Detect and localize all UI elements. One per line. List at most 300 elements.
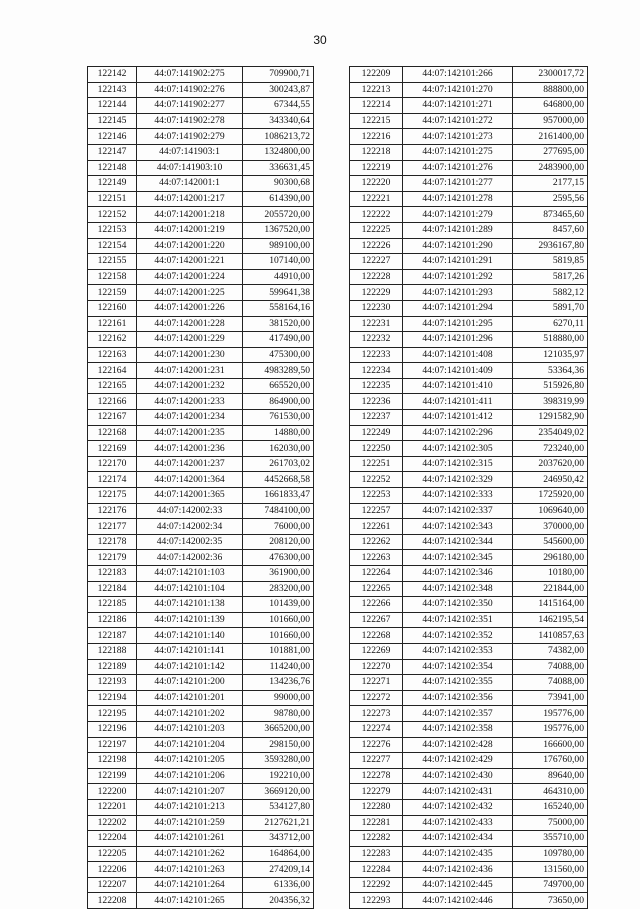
row-number-cell: 122169 [88, 441, 137, 457]
row-number-cell: 122179 [88, 550, 137, 566]
cadastral-number-cell: 44:07:142102:435 [403, 846, 513, 862]
row-number-cell: 122175 [88, 488, 137, 504]
cadastral-number-cell: 44:07:141902:278 [137, 113, 243, 129]
cadastral-value-cell: 4983289,50 [243, 363, 314, 379]
cadastral-value-cell: 355710,00 [513, 831, 588, 847]
cadastral-value-cell: 599641,38 [243, 285, 314, 301]
row-number-cell: 122152 [88, 207, 137, 223]
table-row [88, 456, 314, 472]
table-row [88, 893, 314, 909]
cadastral-value-cell: 2127621,21 [243, 815, 314, 831]
cadastral-number-cell: 44:07:142102:345 [403, 550, 513, 566]
cadastral-number-cell: 44:07:142102:431 [403, 784, 513, 800]
cadastral-number-cell: 44:07:142101:261 [137, 831, 243, 847]
table-row [88, 659, 314, 675]
cadastral-value-cell: 73650,00 [513, 893, 588, 909]
row-number-cell: 122147 [88, 144, 137, 160]
cadastral-number-cell: 44:07:142101:203 [137, 721, 243, 737]
cadastral-number-cell: 44:07:142001:220 [137, 238, 243, 254]
table-row [350, 254, 588, 270]
cadastral-number-cell: 44:07:142102:445 [403, 877, 513, 893]
cadastral-number-cell: 44:07:142101:278 [403, 191, 513, 207]
cadastral-number-cell: 44:07:142101:262 [137, 846, 243, 862]
cadastral-value-cell: 195776,00 [513, 721, 588, 737]
cadastral-value-cell: 74088,00 [513, 675, 588, 691]
cadastral-value-cell: 398319,99 [513, 394, 588, 410]
cadastral-value-cell: 2595,56 [513, 191, 588, 207]
cadastral-value-cell: 296180,00 [513, 550, 588, 566]
cadastral-number-cell: 44:07:142001:228 [137, 316, 243, 332]
row-number-cell: 122165 [88, 378, 137, 394]
table-row [88, 690, 314, 706]
table-row [350, 690, 588, 706]
table-row [88, 706, 314, 722]
table-row [350, 862, 588, 878]
cadastral-value-cell: 989100,00 [243, 238, 314, 254]
cadastral-number-cell: 44:07:142102:430 [403, 768, 513, 784]
row-number-cell: 122249 [350, 425, 403, 441]
cadastral-number-cell: 44:07:142102:343 [403, 519, 513, 535]
row-number-cell: 122276 [350, 737, 403, 753]
cadastral-number-cell: 44:07:142101:294 [403, 300, 513, 316]
cadastral-value-cell: 107140,00 [243, 254, 314, 270]
row-number-cell: 122228 [350, 269, 403, 285]
row-number-cell: 122222 [350, 207, 403, 223]
table-row [88, 378, 314, 394]
row-number-cell: 122261 [350, 519, 403, 535]
table-row [350, 534, 588, 550]
row-number-cell: 122219 [350, 160, 403, 176]
row-number-cell: 122148 [88, 160, 137, 176]
row-number-cell: 122237 [350, 410, 403, 426]
table-row [88, 269, 314, 285]
cadastral-value-cell: 101439,00 [243, 597, 314, 613]
cadastral-value-cell: 343712,00 [243, 831, 314, 847]
cadastral-value-cell: 10180,00 [513, 566, 588, 582]
row-number-cell: 122198 [88, 753, 137, 769]
cadastral-number-cell: 44:07:142102:296 [403, 425, 513, 441]
table-row [350, 378, 588, 394]
table-row [88, 721, 314, 737]
cadastral-value-cell: 2037620,00 [513, 456, 588, 472]
row-number-cell: 122153 [88, 222, 137, 238]
cadastral-value-cell: 121035,97 [513, 347, 588, 363]
cadastral-value-cell: 381520,00 [243, 316, 314, 332]
table-row [350, 706, 588, 722]
table-row [350, 441, 588, 457]
cadastral-number-cell: 44:07:142102:358 [403, 721, 513, 737]
cadastral-number-cell: 44:07:142001:364 [137, 472, 243, 488]
table-row [88, 410, 314, 426]
cadastral-value-cell: 98780,00 [243, 706, 314, 722]
row-number-cell: 122174 [88, 472, 137, 488]
table-row [350, 659, 588, 675]
table-row [350, 300, 588, 316]
row-number-cell: 122209 [350, 67, 403, 83]
cadastral-number-cell: 44:07:142102:353 [403, 643, 513, 659]
cadastral-number-cell: 44:07:142101:273 [403, 129, 513, 145]
cadastral-number-cell: 44:07:142101:103 [137, 566, 243, 582]
row-number-cell: 122206 [88, 862, 137, 878]
cadastral-number-cell: 44:07:141902:276 [137, 82, 243, 98]
cadastral-value-cell: 101881,00 [243, 643, 314, 659]
cadastral-value-cell: 761530,00 [243, 410, 314, 426]
cadastral-value-cell: 417490,00 [243, 332, 314, 348]
row-number-cell: 122213 [350, 82, 403, 98]
cadastral-number-cell: 44:07:142101:200 [137, 675, 243, 691]
table-row [350, 191, 588, 207]
row-number-cell: 122146 [88, 129, 137, 145]
cadastral-value-cell: 8457,60 [513, 222, 588, 238]
table-row [350, 394, 588, 410]
cadastral-value-cell: 370000,00 [513, 519, 588, 535]
cadastral-number-cell: 44:07:142101:279 [403, 207, 513, 223]
row-number-cell: 122221 [350, 191, 403, 207]
table-row [88, 768, 314, 784]
row-number-cell: 122216 [350, 129, 403, 145]
table-row [88, 67, 314, 83]
row-number-cell: 122162 [88, 332, 137, 348]
cadastral-value-cell: 7484100,00 [243, 503, 314, 519]
table-row [350, 737, 588, 753]
cadastral-number-cell: 44:07:142101:293 [403, 285, 513, 301]
row-number-cell: 122267 [350, 612, 403, 628]
table-row [88, 628, 314, 644]
row-number-cell: 122151 [88, 191, 137, 207]
table-row [350, 98, 588, 114]
cadastral-value-cell: 166600,00 [513, 737, 588, 753]
cadastral-number-cell: 44:07:142001:236 [137, 441, 243, 457]
table-row [350, 846, 588, 862]
cadastral-value-cell: 1415164,00 [513, 597, 588, 613]
table-row [88, 753, 314, 769]
table-row [350, 581, 588, 597]
table-row [350, 550, 588, 566]
table-row [350, 410, 588, 426]
row-number-cell: 122158 [88, 269, 137, 285]
row-number-cell: 122272 [350, 690, 403, 706]
row-number-cell: 122292 [350, 877, 403, 893]
cadastral-value-cell: 76000,00 [243, 519, 314, 535]
cadastral-number-cell: 44:07:142001:230 [137, 347, 243, 363]
cadastral-value-cell: 864900,00 [243, 394, 314, 410]
row-number-cell: 122187 [88, 628, 137, 644]
cadastral-number-cell: 44:07:142102:433 [403, 815, 513, 831]
table-row [88, 98, 314, 114]
cadastral-number-cell: 44:07:142001:1 [137, 176, 243, 192]
table-row [350, 238, 588, 254]
cadastral-value-cell: 1367520,00 [243, 222, 314, 238]
cadastral-value-cell: 298150,00 [243, 737, 314, 753]
row-number-cell: 122280 [350, 799, 403, 815]
cadastral-value-cell: 14880,00 [243, 425, 314, 441]
table-row [350, 877, 588, 893]
row-number-cell: 122253 [350, 488, 403, 504]
table-row [88, 503, 314, 519]
row-number-cell: 122227 [350, 254, 403, 270]
cadastral-value-cell: 1291582,90 [513, 410, 588, 426]
row-number-cell: 122168 [88, 425, 137, 441]
cadastral-number-cell: 44:07:142102:446 [403, 893, 513, 909]
cadastral-number-cell: 44:07:142102:344 [403, 534, 513, 550]
table-row [350, 597, 588, 613]
table-row [88, 207, 314, 223]
cadastral-number-cell: 44:07:142101:259 [137, 815, 243, 831]
cadastral-value-cell: 277695,00 [513, 144, 588, 160]
cadastral-value-cell: 2483900,00 [513, 160, 588, 176]
cadastral-value-cell: 476300,00 [243, 550, 314, 566]
cadastral-value-cell: 246950,42 [513, 472, 588, 488]
row-number-cell: 122195 [88, 706, 137, 722]
table-row [350, 675, 588, 691]
row-number-cell: 122251 [350, 456, 403, 472]
cadastral-number-cell: 44:07:142101:104 [137, 581, 243, 597]
cadastral-number-cell: 44:07:142101:264 [137, 877, 243, 893]
row-number-cell: 122284 [350, 862, 403, 878]
table-row [350, 831, 588, 847]
cadastral-value-cell: 73941,00 [513, 690, 588, 706]
cadastral-value-cell: 6270,11 [513, 316, 588, 332]
row-number-cell: 122257 [350, 503, 403, 519]
row-number-cell: 122252 [350, 472, 403, 488]
table-row [350, 472, 588, 488]
table-row [88, 176, 314, 192]
row-number-cell: 122149 [88, 176, 137, 192]
row-number-cell: 122163 [88, 347, 137, 363]
row-number-cell: 122170 [88, 456, 137, 472]
row-number-cell: 122208 [88, 893, 137, 909]
cadastral-number-cell: 44:07:142102:432 [403, 799, 513, 815]
row-number-cell: 122231 [350, 316, 403, 332]
row-number-cell: 122215 [350, 113, 403, 129]
cadastral-value-cell: 665520,00 [243, 378, 314, 394]
row-number-cell: 122283 [350, 846, 403, 862]
cadastral-number-cell: 44:07:142101:295 [403, 316, 513, 332]
cadastral-value-cell: 2055720,00 [243, 207, 314, 223]
row-number-cell: 122204 [88, 831, 137, 847]
row-number-cell: 122155 [88, 254, 137, 270]
cadastral-value-cell: 1410857,63 [513, 628, 588, 644]
table-row [350, 721, 588, 737]
table-row [350, 753, 588, 769]
row-number-cell: 122188 [88, 643, 137, 659]
table-row [88, 129, 314, 145]
cadastral-value-cell: 614390,00 [243, 191, 314, 207]
cadastral-number-cell: 44:07:142001:234 [137, 410, 243, 426]
table-row [350, 316, 588, 332]
row-number-cell: 122293 [350, 893, 403, 909]
row-number-cell: 122164 [88, 363, 137, 379]
cadastral-value-cell: 1462195,54 [513, 612, 588, 628]
cadastral-number-cell: 44:07:142102:436 [403, 862, 513, 878]
cadastral-number-cell: 44:07:142001:224 [137, 269, 243, 285]
cadastral-number-cell: 44:07:142101:289 [403, 222, 513, 238]
cadastral-value-cell: 5819,85 [513, 254, 588, 270]
row-number-cell: 122220 [350, 176, 403, 192]
cadastral-number-cell: 44:07:142102:337 [403, 503, 513, 519]
cadastral-number-cell: 44:07:141903:1 [137, 144, 243, 160]
cadastral-value-cell: 545600,00 [513, 534, 588, 550]
table-row [88, 160, 314, 176]
cadastral-value-cell: 558164,16 [243, 300, 314, 316]
table-row [350, 566, 588, 582]
cadastral-value-cell: 3669120,00 [243, 784, 314, 800]
cadastral-number-cell: 44:07:142001:225 [137, 285, 243, 301]
row-number-cell: 122264 [350, 566, 403, 582]
cadastral-value-cell: 873465,60 [513, 207, 588, 223]
cadastral-number-cell: 44:07:142101:201 [137, 690, 243, 706]
row-number-cell: 122185 [88, 597, 137, 613]
cadastral-value-cell: 2177,15 [513, 176, 588, 192]
row-number-cell: 122225 [350, 222, 403, 238]
cadastral-value-cell: 204356,32 [243, 893, 314, 909]
row-number-cell: 122200 [88, 784, 137, 800]
cadastral-value-cell: 534127,80 [243, 799, 314, 815]
cadastral-value-cell: 5817,26 [513, 269, 588, 285]
row-number-cell: 122229 [350, 285, 403, 301]
row-number-cell: 122177 [88, 519, 137, 535]
cadastral-number-cell: 44:07:142101:205 [137, 753, 243, 769]
cadastral-value-cell: 888800,00 [513, 82, 588, 98]
table-row [350, 113, 588, 129]
row-number-cell: 122189 [88, 659, 137, 675]
cadastral-value-cell: 464310,00 [513, 784, 588, 800]
row-number-cell: 122159 [88, 285, 137, 301]
cadastral-number-cell: 44:07:142101:276 [403, 160, 513, 176]
table-row [88, 534, 314, 550]
row-number-cell: 122197 [88, 737, 137, 753]
cadastral-value-cell: 165240,00 [513, 799, 588, 815]
table-row [350, 612, 588, 628]
cadastral-value-cell: 195776,00 [513, 706, 588, 722]
table-row [350, 784, 588, 800]
cadastral-number-cell: 44:07:142101:141 [137, 643, 243, 659]
row-number-cell: 122178 [88, 534, 137, 550]
cadastral-value-cell: 134236,76 [243, 675, 314, 691]
cadastral-number-cell: 44:07:142102:346 [403, 566, 513, 582]
table-row [88, 191, 314, 207]
cadastral-value-cell: 2936167,80 [513, 238, 588, 254]
cadastral-value-cell: 162030,00 [243, 441, 314, 457]
cadastral-number-cell: 44:07:142101:409 [403, 363, 513, 379]
cadastral-value-cell: 957000,00 [513, 113, 588, 129]
row-number-cell: 122160 [88, 300, 137, 316]
table-row [88, 488, 314, 504]
row-number-cell: 122250 [350, 441, 403, 457]
row-number-cell: 122282 [350, 831, 403, 847]
cadastral-value-cell: 515926,80 [513, 378, 588, 394]
table-row [88, 144, 314, 160]
cadastral-number-cell: 44:07:142101:263 [137, 862, 243, 878]
table-row [88, 441, 314, 457]
cadastral-value-cell: 53364,36 [513, 363, 588, 379]
row-number-cell: 122143 [88, 82, 137, 98]
table-row [350, 129, 588, 145]
cadastral-number-cell: 44:07:142102:315 [403, 456, 513, 472]
cadastral-number-cell: 44:07:142001:235 [137, 425, 243, 441]
cadastral-value-cell: 164864,00 [243, 846, 314, 862]
table-row [350, 363, 588, 379]
cadastral-value-cell: 5891,70 [513, 300, 588, 316]
cadastral-number-cell: 44:07:141902:277 [137, 98, 243, 114]
cadastral-value-cell: 3593280,00 [243, 753, 314, 769]
table-row [88, 472, 314, 488]
cadastral-number-cell: 44:07:142101:271 [403, 98, 513, 114]
cadastral-value-cell: 274209,14 [243, 862, 314, 878]
cadastral-number-cell: 44:07:142101:296 [403, 332, 513, 348]
row-number-cell: 122218 [350, 144, 403, 160]
cadastral-number-cell: 44:07:142001:231 [137, 363, 243, 379]
table-row [88, 238, 314, 254]
table-row [350, 643, 588, 659]
cadastral-number-cell: 44:07:142102:351 [403, 612, 513, 628]
cadastral-number-cell: 44:07:142101:277 [403, 176, 513, 192]
cadastral-value-cell: 67344,55 [243, 98, 314, 114]
table-row [350, 285, 588, 301]
table-row [88, 815, 314, 831]
table-row [88, 877, 314, 893]
table-row [88, 394, 314, 410]
cadastral-value-cell: 261703,02 [243, 456, 314, 472]
cadastral-number-cell: 44:07:142101:265 [137, 893, 243, 909]
row-number-cell: 122235 [350, 378, 403, 394]
table-row [88, 799, 314, 815]
cadastral-number-cell: 44:07:142002:34 [137, 519, 243, 535]
cadastral-value-cell: 1725920,00 [513, 488, 588, 504]
cadastral-value-cell: 709900,71 [243, 67, 314, 83]
row-number-cell: 122226 [350, 238, 403, 254]
row-number-cell: 122202 [88, 815, 137, 831]
row-number-cell: 122262 [350, 534, 403, 550]
row-number-cell: 122142 [88, 67, 137, 83]
row-number-cell: 122278 [350, 768, 403, 784]
cadastral-number-cell: 44:07:142101:206 [137, 768, 243, 784]
table-row [88, 643, 314, 659]
cadastral-number-cell: 44:07:142001:237 [137, 456, 243, 472]
row-number-cell: 122236 [350, 394, 403, 410]
table-row [350, 519, 588, 535]
cadastral-value-cell: 131560,00 [513, 862, 588, 878]
table-row [88, 300, 314, 316]
row-number-cell: 122144 [88, 98, 137, 114]
table-row [88, 846, 314, 862]
cadastral-value-cell: 5882,12 [513, 285, 588, 301]
cadastral-value-cell: 4452668,58 [243, 472, 314, 488]
table-row [88, 831, 314, 847]
table-row [88, 597, 314, 613]
table-row [350, 67, 588, 83]
row-number-cell: 122184 [88, 581, 137, 597]
cadastral-number-cell: 44:07:142101:138 [137, 597, 243, 613]
row-number-cell: 122263 [350, 550, 403, 566]
row-number-cell: 122194 [88, 690, 137, 706]
table-row [350, 160, 588, 176]
cadastral-number-cell: 44:07:142101:204 [137, 737, 243, 753]
cadastral-number-cell: 44:07:142001:229 [137, 332, 243, 348]
table-row [88, 675, 314, 691]
row-number-cell: 122186 [88, 612, 137, 628]
cadastral-number-cell: 44:07:142101:270 [403, 82, 513, 98]
table-row [88, 222, 314, 238]
cadastral-number-cell: 44:07:141903:10 [137, 160, 243, 176]
table-row [350, 488, 588, 504]
cadastral-number-cell: 44:07:142102:352 [403, 628, 513, 644]
row-number-cell: 122207 [88, 877, 137, 893]
table-row [350, 815, 588, 831]
cadastral-value-cell: 3665200,00 [243, 721, 314, 737]
cadastral-value-table-left [87, 66, 314, 909]
cadastral-number-cell: 44:07:142001:365 [137, 488, 243, 504]
